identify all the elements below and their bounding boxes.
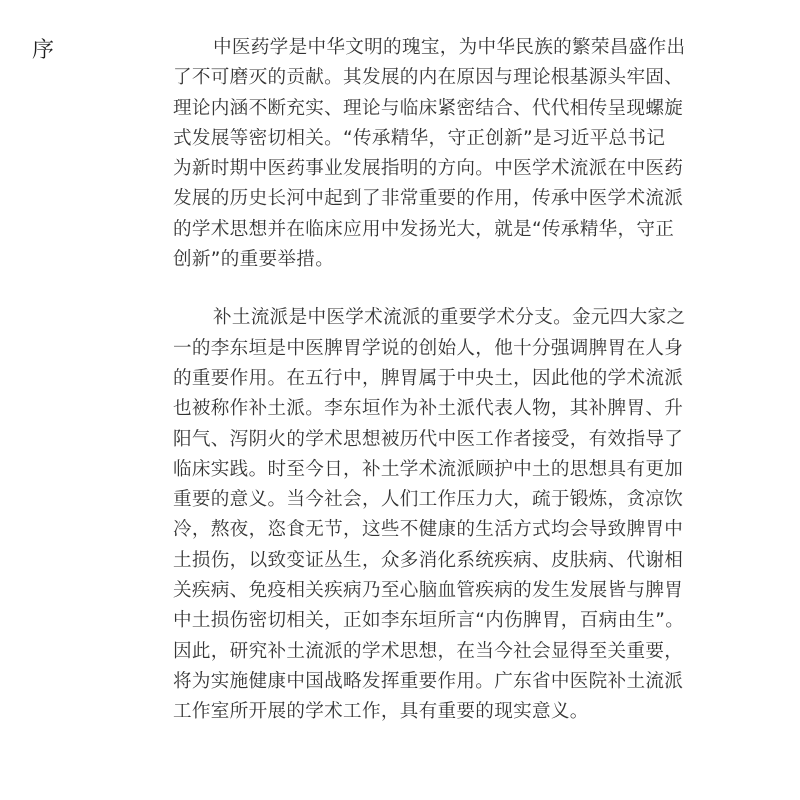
text-line: 重要的意义。当今社会，人们工作压力大，疏于锻炼，贪凉饮	[173, 489, 684, 511]
text-line: 阳气、泻阴火的学术思想被历代中医工作者接受，有效指导了	[173, 428, 684, 450]
text-line: 的学术思想并在临床应用中发扬光大，就是“传承精华，守正	[173, 218, 675, 240]
text-line: 创新”的重要举措。	[173, 249, 335, 271]
text-line: 关疾病、免疫相关疾病乃至心脑血管疾病的发生发展皆与脾胃	[173, 580, 684, 602]
paragraph-2	[173, 303, 708, 727]
text-line: 因此，研究补土流派的学术思想，在当今社会显得至关重要，	[173, 640, 684, 662]
text-line: 补土流派是中医学术流派的重要学术分支。金元四大家之	[213, 307, 686, 329]
text-line: 临床实践。时至今日，补土学术流派顾护中土的思想具有更加	[173, 458, 684, 480]
paragraph-1	[173, 33, 708, 275]
text-line: 中医药学是中华文明的瑰宝，为中华民族的繁荣昌盛作出	[213, 37, 686, 58]
text-line: 理论内涵不断充实、理论与临床紧密结合、代代相传呈现螺旋	[173, 97, 684, 119]
text-line: 将为实施健康中国战略发挥重要作用。广东省中医院补土流派	[173, 670, 684, 692]
text-line: 中土损伤密切相关，正如李东垣所言“内伤脾胃，百病由生”。	[173, 610, 685, 632]
text-line: 也被称作补土派。李东垣作为补土派代表人物，其补脾胃、升	[173, 398, 684, 420]
text-line: 式发展等密切相关。“传承精华，守正创新”是习近平总书记	[173, 127, 666, 149]
preface-heading: 序	[32, 38, 55, 63]
text-line: 土损伤，以致变证丛生，众多消化系统疾病、皮肤病、代谢相	[173, 549, 684, 571]
text-line: 冷，熬夜，恣食无节，这些不健康的生活方式均会导致脾胃中	[173, 519, 684, 541]
text-line: 工作室所开展的学术工作，具有重要的现实意义。	[173, 701, 589, 723]
text-line: 一的李东垣是中医脾胃学说的创始人，他十分强调脾胃在人身	[173, 337, 684, 359]
text-line: 的重要作用。在五行中，脾胃属于中央土，因此他的学术流派	[173, 367, 684, 389]
text-line: 了不可磨灭的贡献。其发展的内在原因与理论根基源头牢固、	[173, 67, 684, 89]
text-line: 为新时期中医药事业发展指明的方向。中医学术流派在中医药	[173, 158, 684, 180]
text-line: 发展的历史长河中起到了非常重要的作用，传承中医学术流派	[173, 188, 684, 210]
preface-body	[173, 33, 708, 728]
